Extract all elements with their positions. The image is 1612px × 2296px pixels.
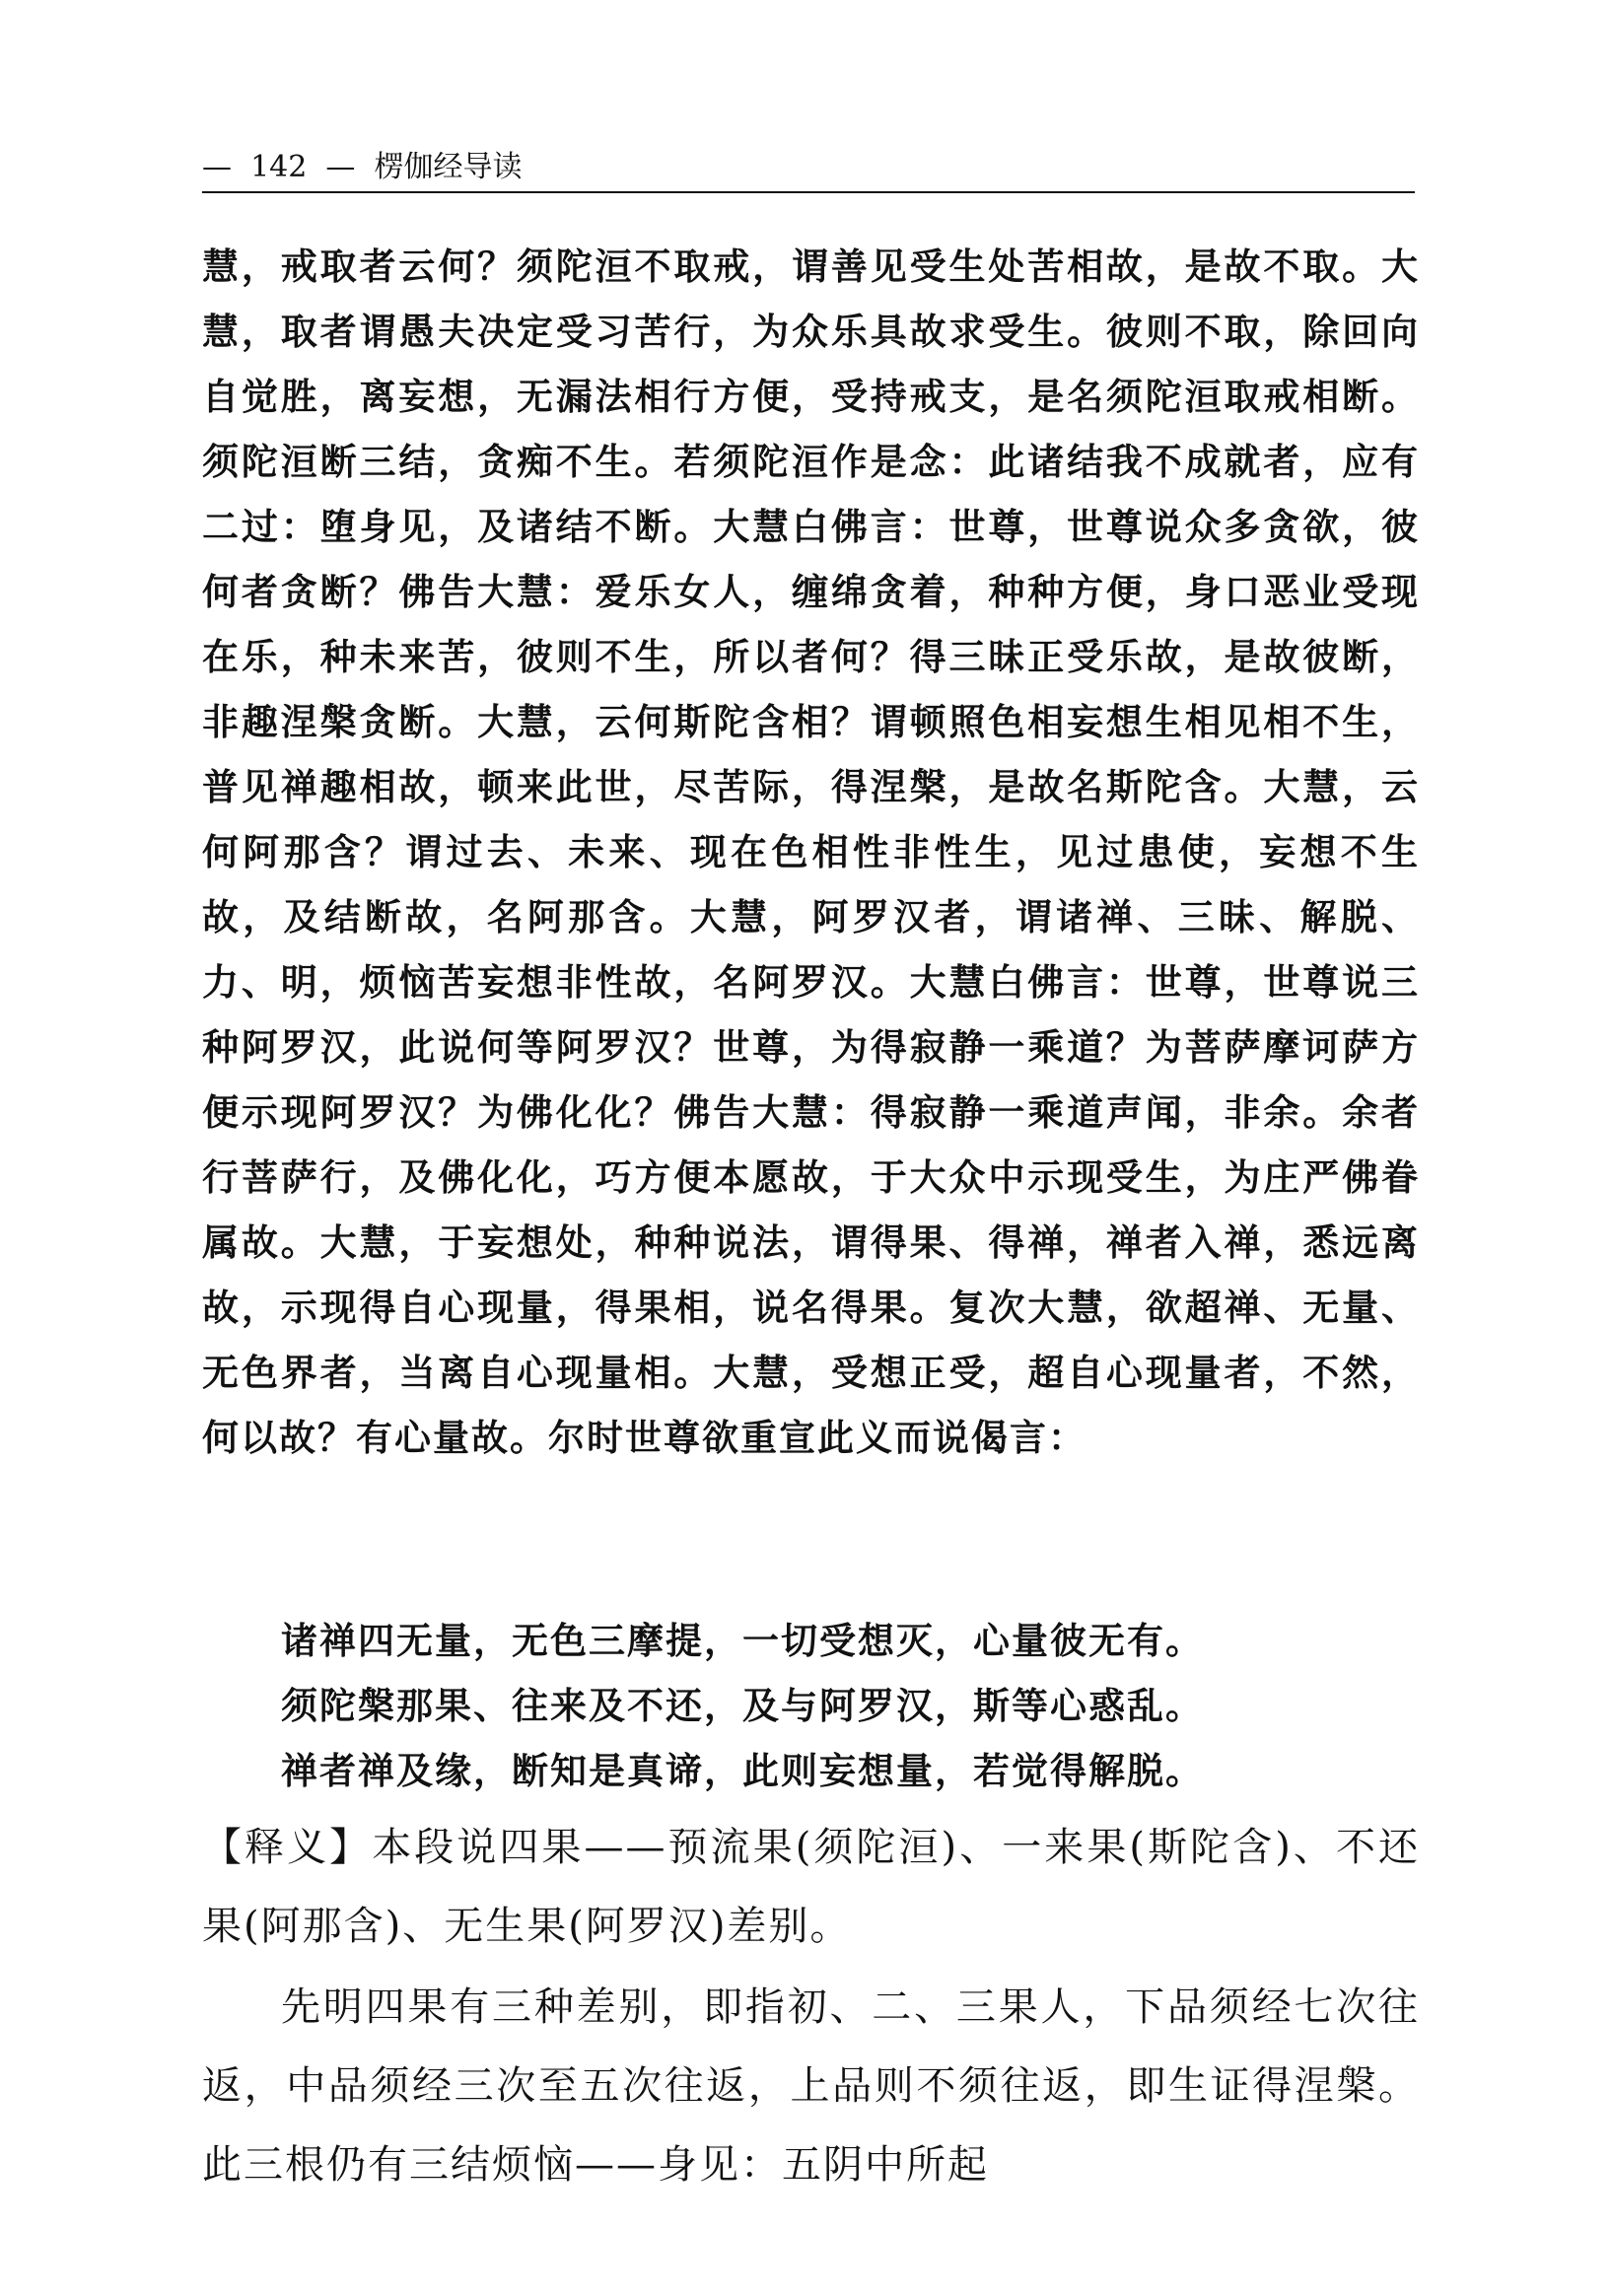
verse-line: 须陀槃那果、往来及不还，及与阿罗汉，斯等心惑乱。 (281, 1685, 1204, 1727)
dash-left: — (202, 150, 232, 184)
header-line (202, 148, 523, 187)
running-header (202, 148, 1415, 195)
verse-line: 禅者禅及缘，断知是真谛，此则妄想量，若觉得解脱。 (281, 1750, 1204, 1792)
sutra-text (202, 235, 1420, 1471)
dash-right: — (325, 150, 356, 184)
commentary-p1: 本段说四果——预流果(须陀洹)、一来果(斯陀含)、不还果(阿那含)、无生果(阿罗汉)差别。 (202, 1825, 1421, 1949)
sutra-paragraph: 慧，戒取者云何？须陀洹不取戒，谓善见受生处苦相故，是故不取。大慧，取者谓愚夫决定受习苦行，为众乐具故求受生。彼则不取，除回向自觉胜，离妄想，无漏法相行方便，受持戒支，是名须陀洹取戒相断。须陀洹断三结，贪痴不生。若须陀洹作是念：此诸结我不成就者，应有二过：堕身见，及诸结不断。大慧白佛言：世尊，世尊说众多贪欲，彼何者贪断？佛告大慧：爱乐女人，缠绵贪着，种种方便，身口恶业受现在乐，种未来苦，彼则不生，所以者何？得三昧正受乐故，是故彼断，非趣涅槃贪断。大慧，云何斯陀含相？谓顿照色相妄想生相见相不生，普见禅趣相故，顿来此世，尽苦际，得涅槃，是故名斯陀含。大慧，云何阿那含？谓过去、未来、现在色相性非性生，见过患使，妄想不生故，及结断故，名阿那含。大慧，阿罗汉者，谓诸禅、三昧、解脱、力、明，烦恼苦妄想非性故，名阿罗汉。大慧白佛言：世尊，世尊说三种阿罗汉，此说何等阿罗汉？世尊，为得寂静一乘道？为菩萨摩诃萨方便示现阿罗汉？为佛化化？佛告大慧：得寂静一乘道声闻，非余。余者行菩萨行，及佛化化，巧方便本愿故，于大众中示现受生，为庄严佛眷属故。大慧，于妄想处，种种说法，谓得果、得禅，禅者入禅，悉远离故，示现得自心现量，得果相，说名得果。复次大慧，欲超禅、无量、无色界者，当离自心现量相。大慧，受想正受，超自心现量者，不然，何以故？有心量故。尔时世尊欲重宣此义而说偈言： (202, 245, 1420, 1459)
verse-block (281, 1609, 1415, 1804)
book-title: 楞伽经导读 (374, 150, 523, 184)
commentary-label: 【释义】 (202, 1825, 373, 1870)
header-rule (202, 191, 1415, 193)
commentary-paragraph: 先明四果有三种差别，即指初、二、三果人，下品须经七次往返，中品须经三次至五次往返，上品则不须往返，即生证得涅槃。此三根仍有三结烦恼——身见：五阴中所起 (202, 1984, 1420, 2188)
verse-line: 诸禅四无量，无色三摩提，一切受想灭，心量彼无有。 (281, 1620, 1204, 1662)
commentary-paragraph (202, 1808, 1420, 1966)
page-number: 142 (250, 150, 308, 184)
commentary (202, 1808, 1420, 2204)
